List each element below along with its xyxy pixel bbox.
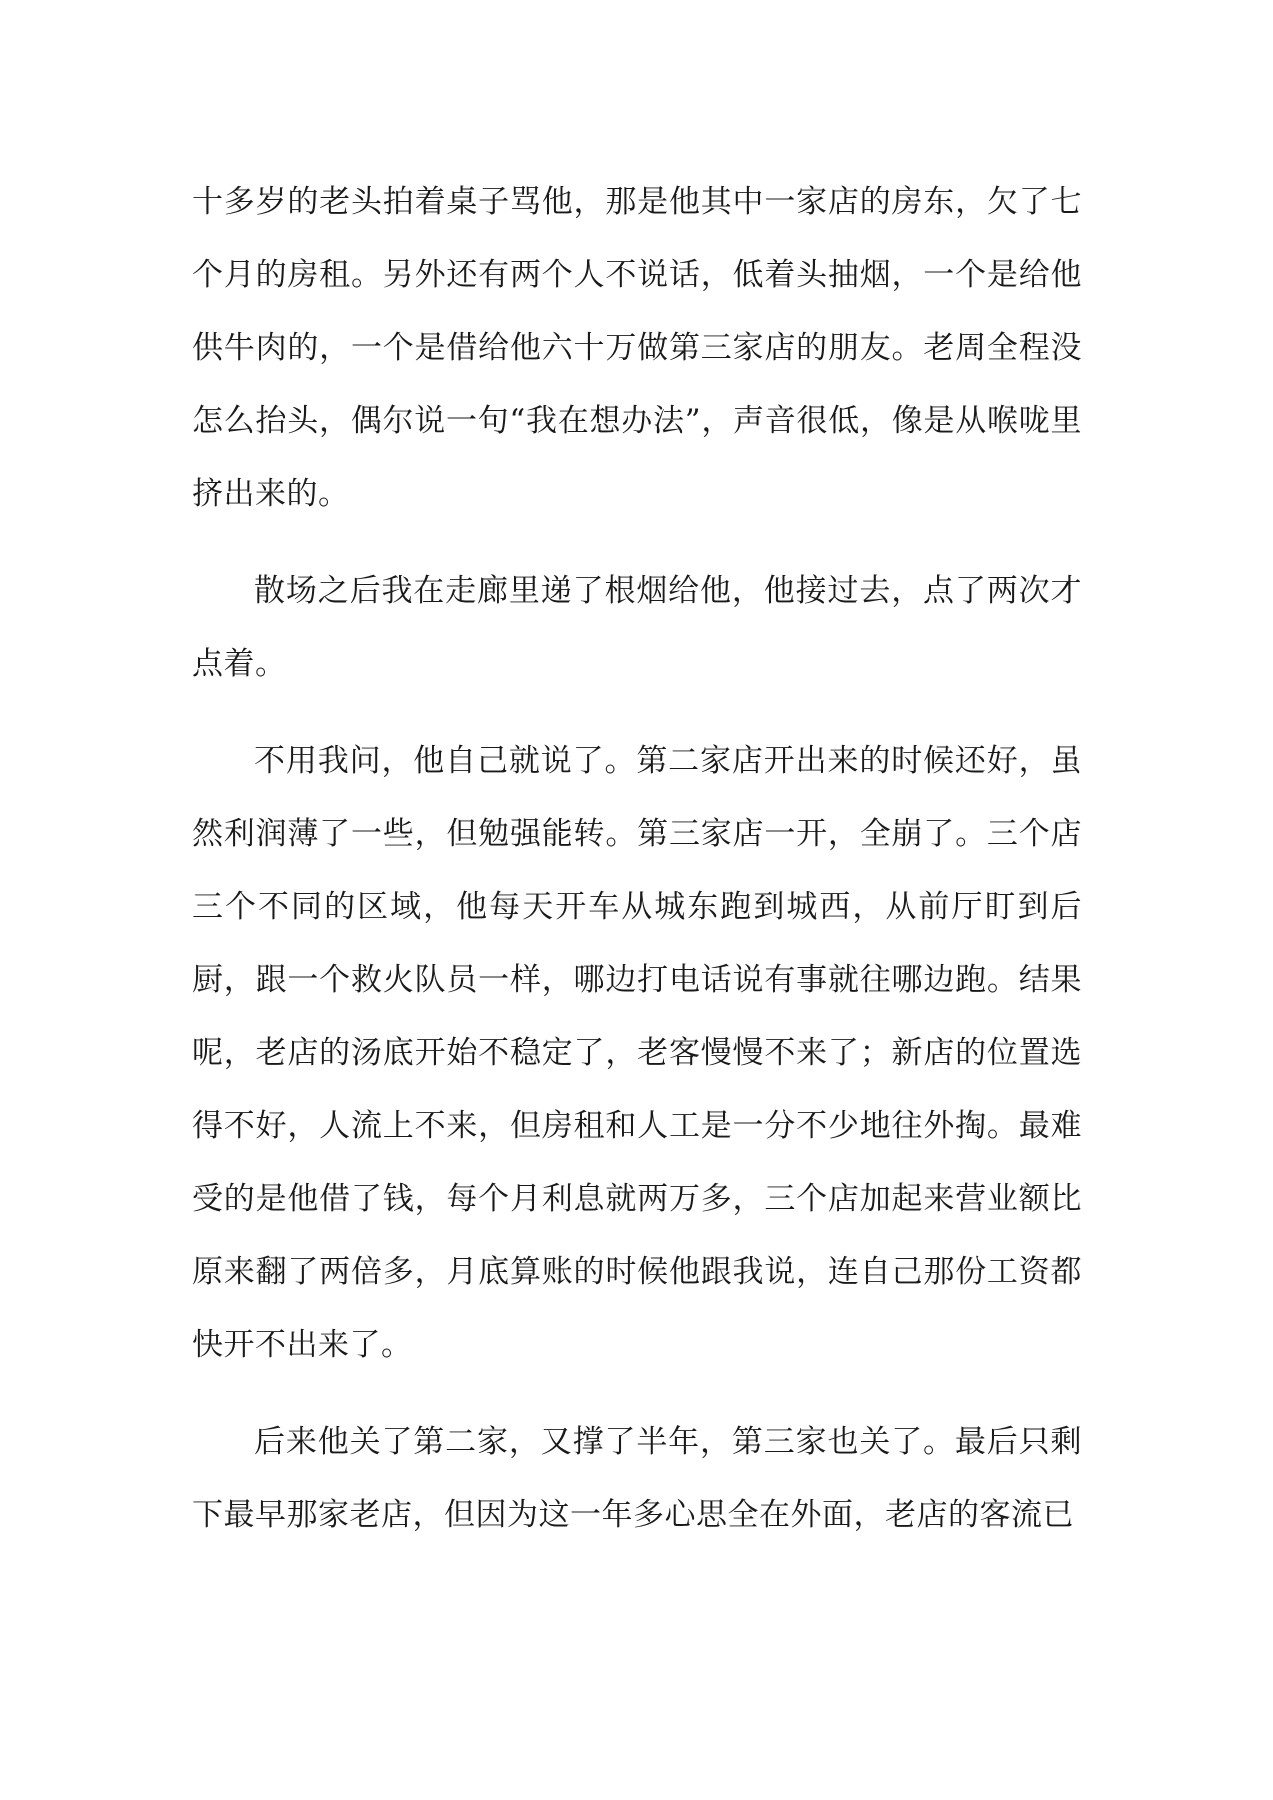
paragraph-2 (192, 555, 1082, 701)
text-line: 个月的房租。另外还有两个人不说话，低着头抽烟，一个是给他 (192, 257, 1082, 293)
text-line: 三个不同的区域，他每天开车从城东跑到城西，从前厅盯到后厨， (192, 889, 1082, 998)
text-line: 后来他关了第二家，又撑了半年，第三家也关了。最后只剩 (254, 1424, 1082, 1460)
text-line: 翻了两倍多，月底算账的时候他跟我说，连自己那份工资都快开 (192, 1254, 1082, 1363)
text-line: 老店的汤底开始不稳定了，老客慢慢不来了；新店的位置选得不 (192, 1035, 1082, 1144)
text-line: 十多岁的老头拍着桌子骂他，那是他其中一家店的房东，欠了七 (192, 184, 1082, 220)
text-line: 不出来了。 (255, 1327, 413, 1363)
text-line: 怎么抬头，偶尔说一句“我在想办法”，声音很低，像是从喉咙 (192, 403, 1051, 439)
paragraph-3 (192, 725, 1082, 1382)
body-text (192, 166, 1082, 1576)
text-line: 好，人流上不来，但房租和人工是一分不少地往外掏。最难受的 (192, 1108, 1082, 1217)
text-line: 下最早那家老店，但因为这一年多心思全在外面，老店的客流已 (192, 1497, 1074, 1533)
text-line: 然利润薄了一些，但勉强能转。第三家店一开，全崩了。三个店 (192, 816, 1082, 852)
paragraph-1 (192, 166, 1082, 531)
text-line: 点着。 (192, 646, 287, 682)
paragraph-4 (192, 1406, 1082, 1552)
text-line: 供牛肉的，一个是借给他六十万做第三家店的朋友。老周全程没 (192, 330, 1082, 366)
text-line: 散场之后我在走廊里递了根烟给他，他接过去，点了两次才 (254, 573, 1082, 609)
text-line: 里挤出来的。 (192, 403, 1082, 512)
text-line: 不用我问，他自己就说了。第二家店开出来的时候还好，虽 (254, 743, 1082, 779)
text-line: 跟一个救火队员一样，哪边打电话说有事就往哪边跑。结果呢， (192, 962, 1082, 1071)
text-line: 是他借了钱，每个月利息就两万多，三个店加起来营业额比原来 (192, 1181, 1082, 1290)
